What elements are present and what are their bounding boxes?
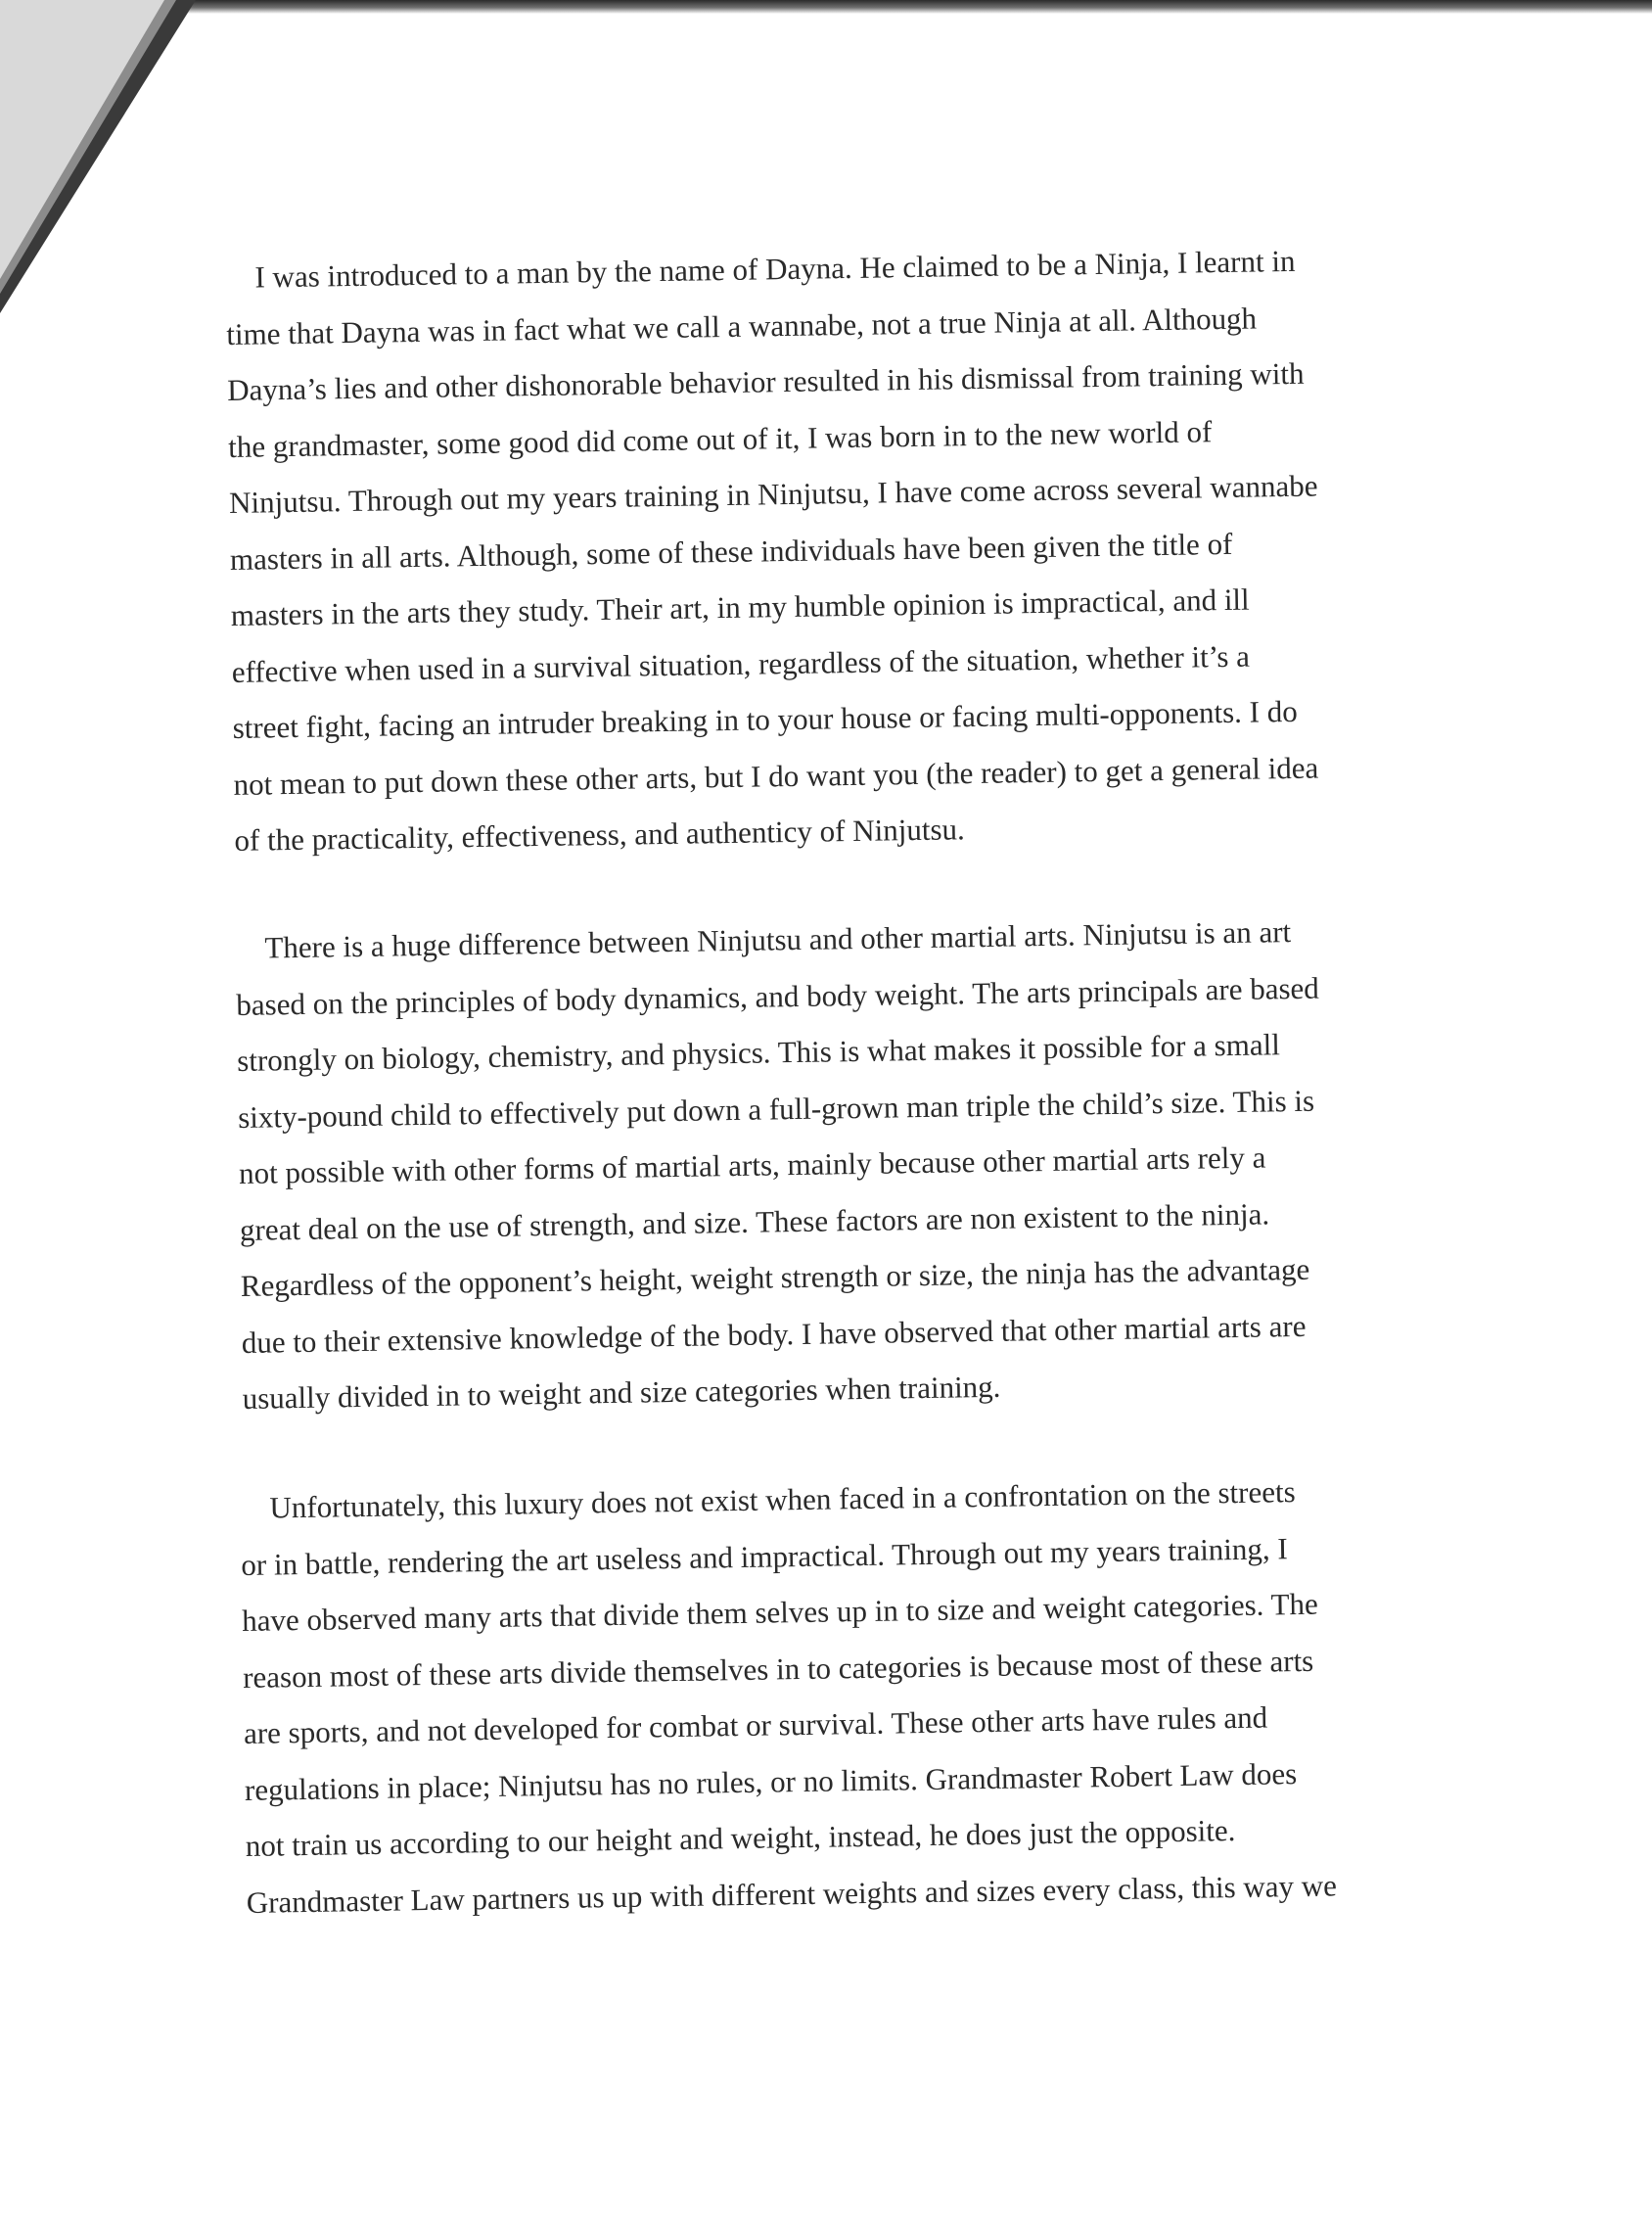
text-line: usually divided in to weight and size categories when training. [242,1369,1001,1416]
text-line: not train us according to our height and weight, instead, he does just the opposite. [245,1813,1236,1863]
paragraph-3 [240,1461,1465,1930]
text-line: time that Dayna was in fact what we call a wannabe, not a true Ninja at all. Although [226,300,1258,351]
text-line: masters in all arts. Although, some of these individuals have been given the title of [229,526,1233,577]
text-line: great deal on the use of strength, and size. These factors are non existent to the ninja. [239,1195,1270,1247]
paragraph-1 [225,230,1453,868]
folded-corner-paper [0,0,164,279]
scanner-edge-shadow [186,0,1652,14]
text-line: sixty-pound child to effectively put down a full-grown man triple the child’s size. This is [237,1083,1315,1135]
text-line: Regardless of the opponent’s height, weight strength or size, the ninja has the advantage [240,1251,1310,1303]
text-line: Unfortunately, this luxury does not exist when faced in a confrontation on the streets [269,1474,1296,1525]
text-line: strongly on biology, chemistry, and physics. This is what makes it possible for a small [236,1027,1281,1078]
text-line: have observed many arts that divide them selves up in to size and weight categories. The [241,1586,1319,1638]
text-line: effective when used in a survival situation, regardless of the situation, whether it’s a [231,638,1251,689]
paragraph-2 [235,901,1461,1426]
text-line: street fight, facing an intruder breaking in to your house or facing multi-opponents. I do [232,693,1298,745]
text-line: regulations in place; Ninjutsu has no rules, or no limits. Grandmaster Robert Law does [244,1755,1298,1807]
text-line: reason most of these arts divide themselves in to categories is because most of these arts [242,1643,1314,1695]
text-line: I was introduced to a man by the name of Dayna. He claimed to be a Ninja, I learnt in [254,243,1296,295]
text-line: due to their extensive knowledge of the body. I have observed that other martial arts are [241,1308,1307,1360]
text-line: not mean to put down these other arts, but I do want you (the reader) to get a general idea [233,750,1319,802]
text-line: or in battle, rendering the art useless and impractical. Through out my years training, I [241,1530,1288,1582]
text-line: Dayna’s lies and other dishonorable behavior resulted in his dismissal from training with [226,355,1305,407]
text-line: not possible with other forms of martial arts, mainly because other martial arts rely a [238,1139,1266,1190]
text-line: Ninjutsu. Through out my years training in Ninjutsu, I have come across several wannabe [228,468,1318,520]
text-line: There is a huge difference between Ninjutsu and other martial arts. Ninjutsu is an art [264,914,1292,965]
text-line: of the practicality, effectiveness, and authenticy of Ninjutsu. [234,812,966,858]
text-line: are sports, and not developed for combat or survival. These other arts have rules and [243,1699,1268,1750]
text-line: masters in the arts they study. Their art, in my humble opinion is impractical, and ill [230,581,1250,632]
text-line: Grandmaster Law partners us up with different weights and sizes every class, this way we [246,1867,1338,1920]
text-line: the grandmaster, some good did come out of it, I was born in to the new world of [227,413,1213,464]
text-line: based on the principles of body dynamics, and body weight. The arts principals are based [236,970,1320,1022]
